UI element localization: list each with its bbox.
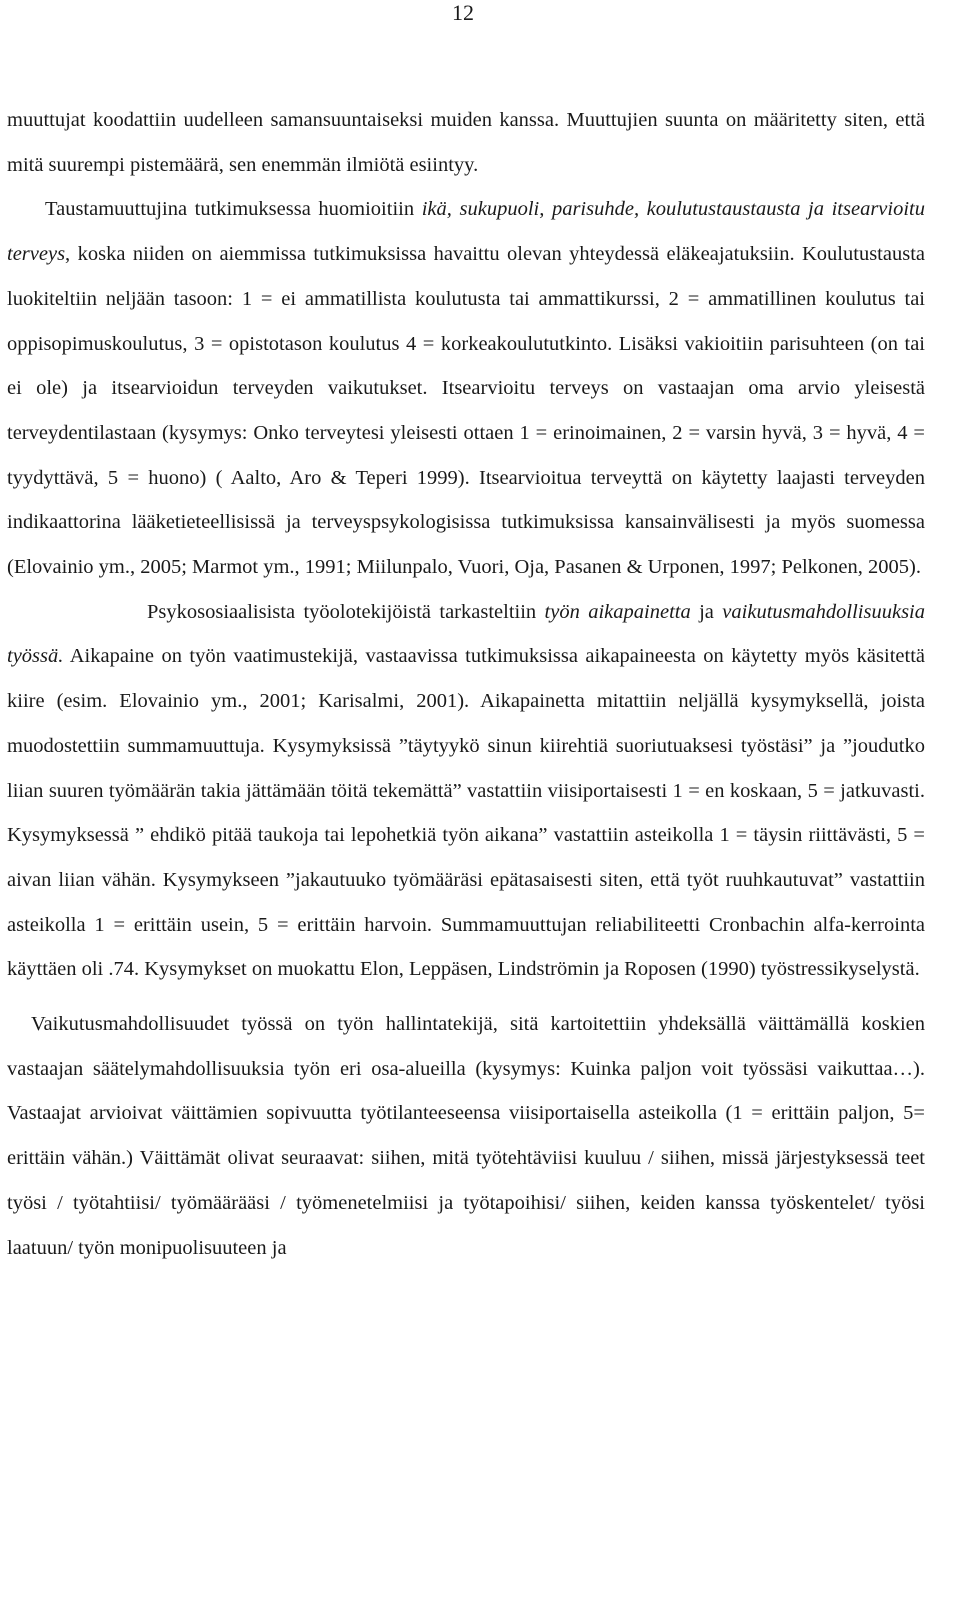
paragraph-coding-note	[7, 98, 925, 187]
text-run: Vaikutusmahdollisuudet työssä on työn hallintatekijä, sitä kartoitettiin yhdeksällä väittämällä koskien vastaajan säätelymahdollisuuksia työn eri osa-alueilla (kysymys: Kuinka paljon voit työssäsi vaikuttaa…). Vastaajat arvioivat väittämien sopivuutta työtilanteeseensa viisiportaisella asteikolla (1 = erittäin paljon, 5= erittäin vähän.) Väittämät olivat seuraavat: siihen, mitä työtehtäviisi kuuluu / siihen, missä järjestyksessä teet työsi / työtahtiisi/ työmäärääsi / työmenetelmiisi ja työtapoihisi/ siihen, keiden kanssa työskentelet/ työsi laatuun/ työn monipuolisuuteen ja	[7, 1013, 925, 1259]
paragraph-background-variables	[7, 187, 925, 589]
text-run-italic: ikä, sukupuoli, parisuhde, koulutustaustausta ja itsearvioitu terveys	[7, 198, 925, 266]
text-run: muuttujat koodattiin uudelleen samansuuntaiseksi muiden kanssa. Muuttujien suunta on määritetty siten, että mitä suurempi pistemäärä, sen enemmän ilmiötä esiintyy.	[7, 109, 925, 176]
text-run: ja	[690, 600, 723, 623]
page-number: 12	[452, 0, 474, 25]
text-run: Taustamuuttujina tutkimuksessa huomioitiin	[45, 198, 422, 221]
text-run-italic: vaikutusmahdollisuuksia työssä.	[7, 600, 926, 668]
paragraph-time-pressure	[7, 590, 925, 992]
text-run: , koska niiden on aiemmissa tutkimuksissa havaittu olevan yhteydessä eläkeajatuksiin. Koulutustausta luokiteltiin neljään tasoon: 1 = ei ammatillista koulutusta tai ammattikurssi, 2 = ammatillinen koulutus tai oppisopimuskoulutus, 3 = opistotason koulutus 4 = korkeakoulututkinto. Lisäksi vakioitiin parisuhteen (on tai ei ole) ja itsearvioidun terveyden vaikutukset. Itsearvioitu terveys on vastaajan oma arvio yleisestä terveydentilastaan (kysymys: Onko terveytesi yleisesti ottaen 1 = erinoimainen, 2 = varsin hyvä, 3 = hyvä, 4 = tyydyttävä, 5 = huono) ( Aalto, Aro & Teperi 1999). Itsearvioitua terveyttä on käytetty laajasti terveyden indikaattorina lääketieteellisissä ja terveyspsykologisissa tutkimuksissa kansainvälisesti ja myös suomessa (Elovainio ym., 2005; Marmot ym., 1991; Miilunpalo, Vuori, Oja, Pasanen & Urponen, 1997; Pelkonen, 2005).	[7, 243, 925, 579]
paragraph-influence-opportunities	[7, 1002, 925, 1270]
document-body	[7, 98, 925, 1270]
text-run-italic: työn aikapainetta	[544, 600, 691, 623]
text-run: Psykososiaalisista työolotekijöistä tarkasteltiin	[147, 600, 545, 623]
text-run: Aikapaine on työn vaatimustekijä, vastaavissa tutkimuksissa aikapaineesta on käytetty myös käsitettä kiire (esim. Elovainio ym., 2001; Karisalmi, 2001). Aikapainetta mitattiin neljällä kysymyksellä, joista muodostettiin summamuuttuja. Kysymyksissä ”täytyykö sinun kiirehtiä suoriutuaksesi työstäsi” ja ”joudutko liian suuren työmäärän takia jättämään töitä tekemättä” vastattiin viisiportaisesti 1 = en koskaan, 5 = jatkuvasti. Kysymyksessä ” ehdikö pitää taukoja tai lepohetkiä työn aikana” vastattiin asteikolla 1 = täysin riittävästi, 5 = aivan liian vähän. Kysymykseen ”jakautuuko työmääräsi epätasaisesti siten, että työt ruuhkautuvat” vastattiin asteikolla 1 = erittäin usein, 5 = erittäin harvoin. Summamuuttujan reliabiliteetti Cronbachin alfa-kerrointa käyttäen oli .74. Kysymykset on muokattu Elon, Leppäsen, Lindströmin ja Roposen (1990) työstressikyselystä.	[7, 645, 925, 981]
